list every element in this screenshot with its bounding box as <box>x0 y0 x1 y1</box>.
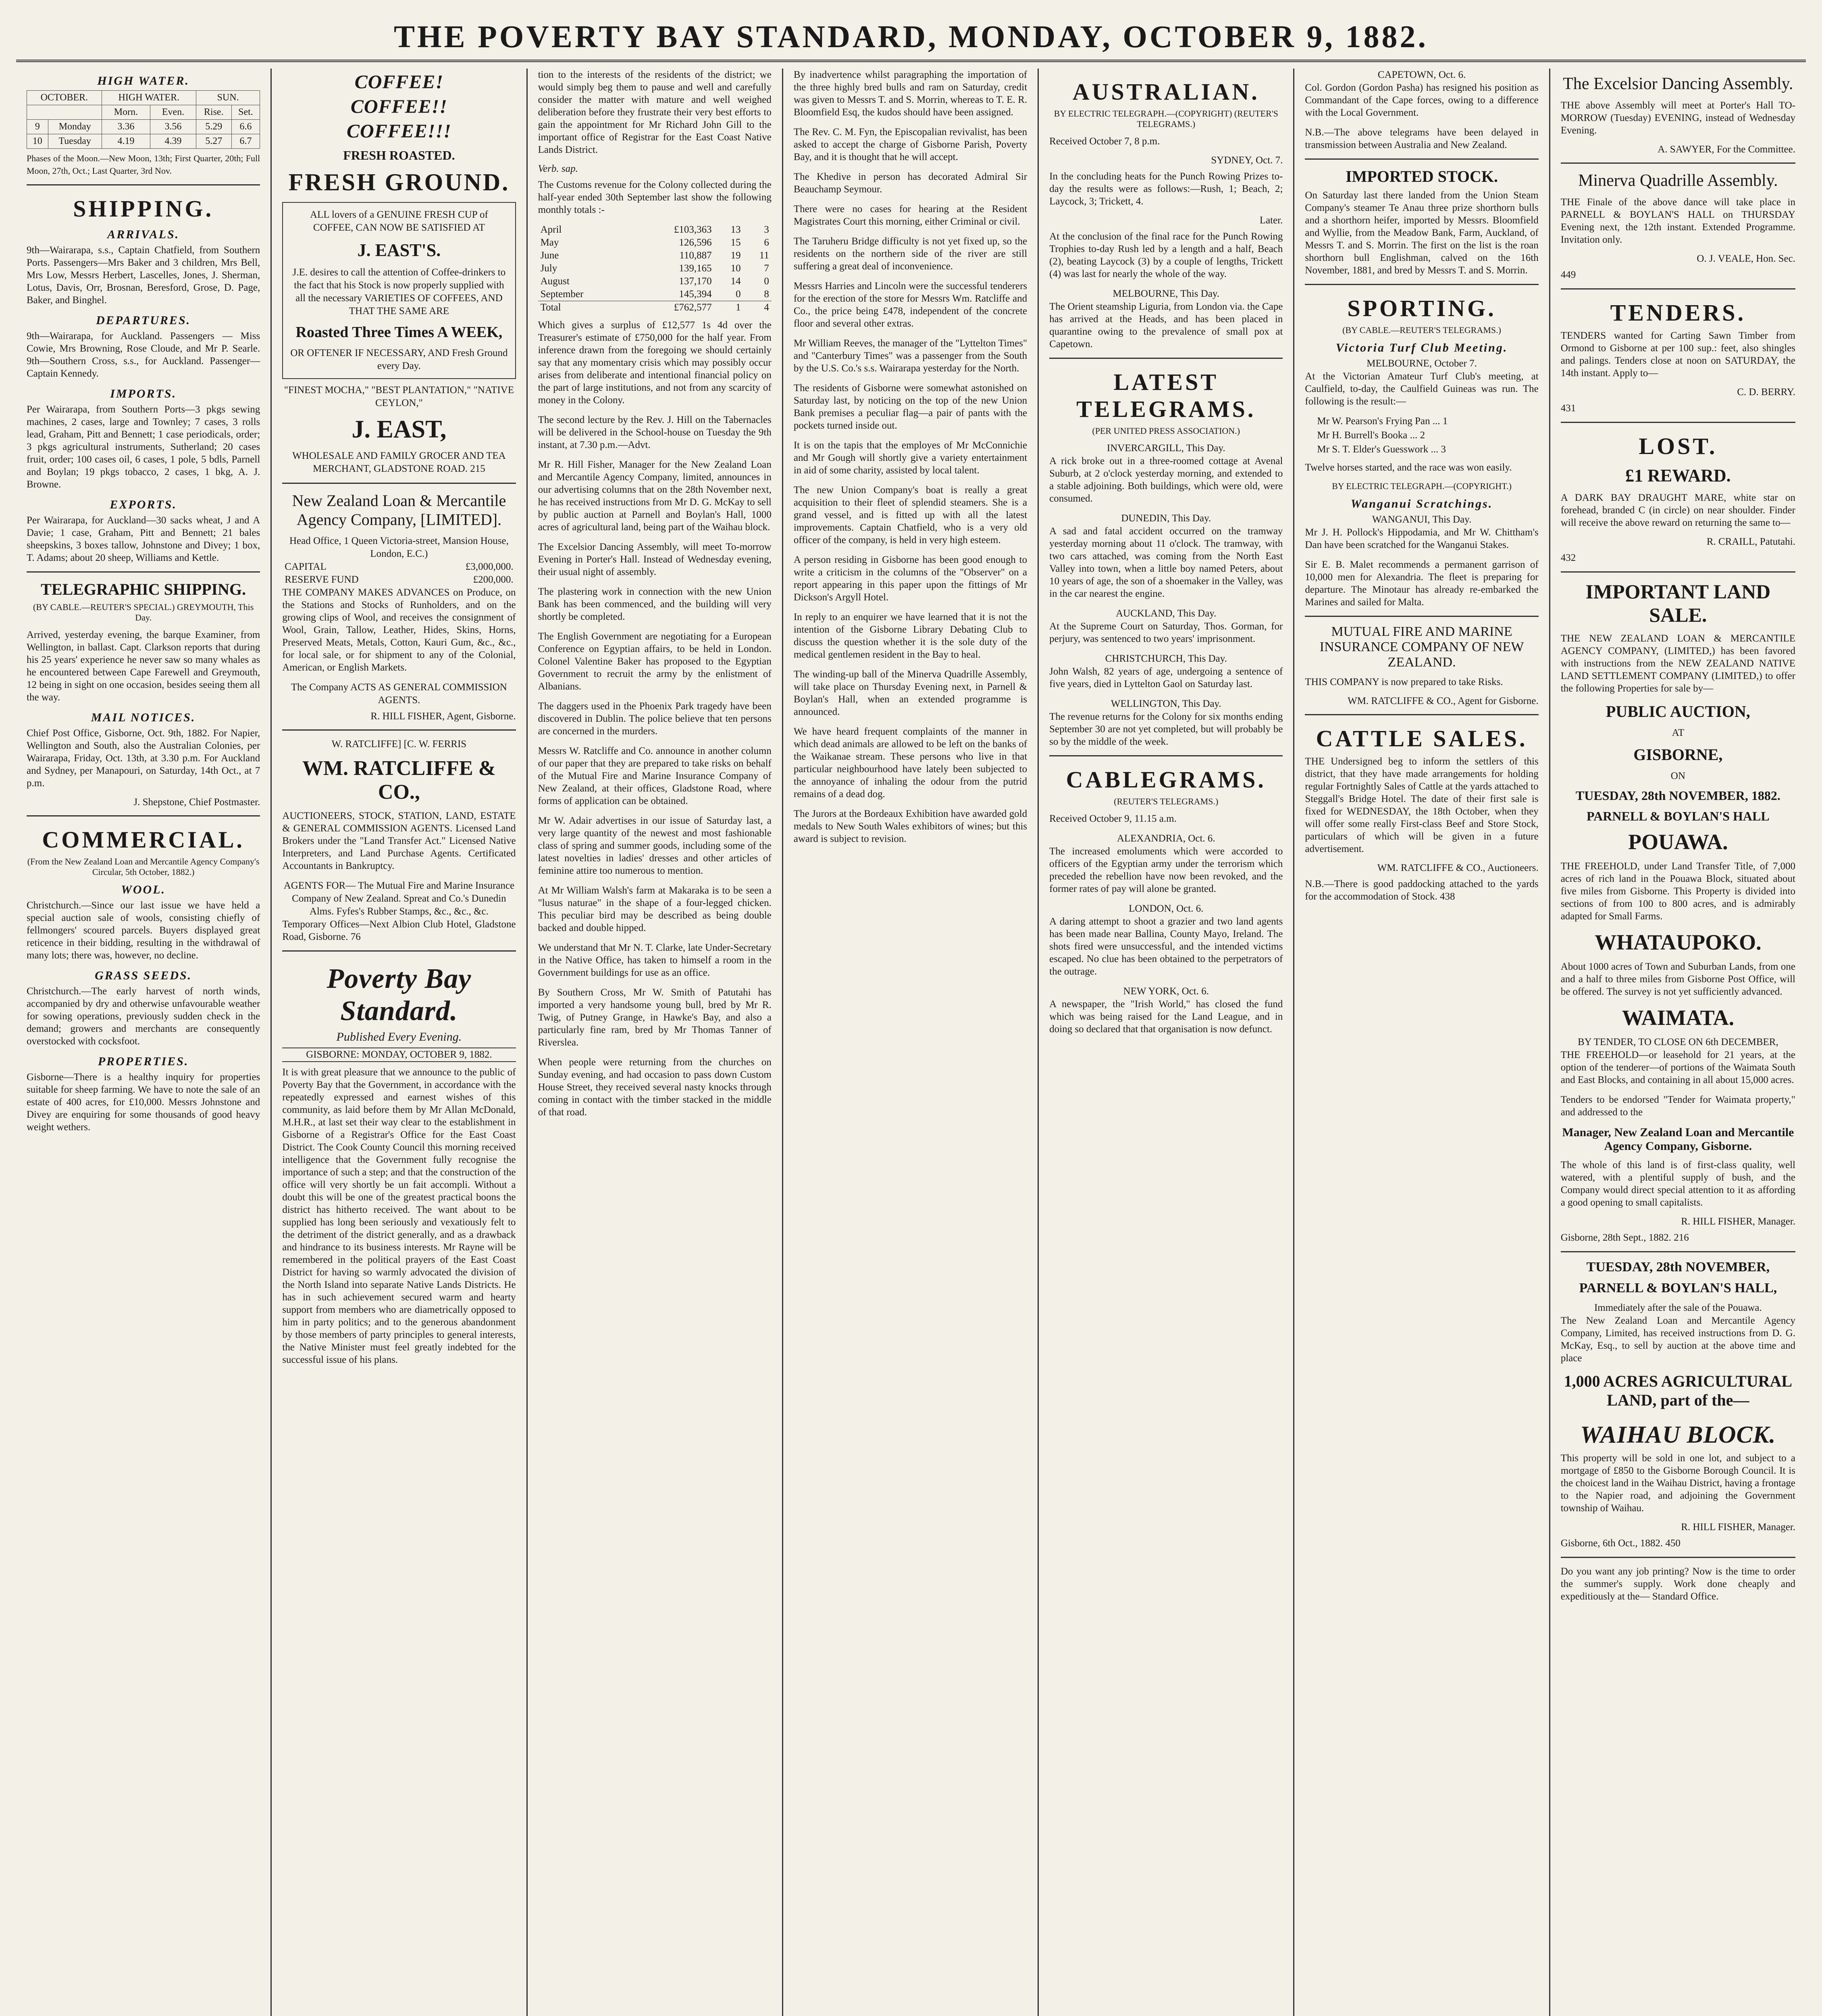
vrc-heading: Victoria Turf Club Meeting. <box>1335 341 1508 354</box>
tide-cell: 4.19 <box>102 134 150 149</box>
published-line: Published Every Evening. <box>336 1030 462 1043</box>
news-item: The Taruheru Bridge difficulty is not yet fixed up, so the residents on the northern side of the river are still suffering a great deal of inconvenience. <box>793 236 1027 272</box>
imported-heading: IMPORTED STOCK. <box>1346 167 1498 185</box>
cablegrams-subheading: (REUTER'S TELEGRAMS.) <box>1114 796 1219 806</box>
tide-cell: 5.27 <box>196 134 231 149</box>
divider <box>1305 616 1538 617</box>
excelsior-signature: A. SAWYER, For the Committee. <box>1658 144 1795 155</box>
mutual-text: THIS COMPANY is now prepared to take Risks. <box>1305 677 1503 687</box>
dateline-sydney: SYDNEY, Oct. 7. <box>1211 155 1283 166</box>
whataupoko-heading: WHATAUPOKO. <box>1595 930 1762 954</box>
rev-pounds: 126,596 <box>679 237 712 248</box>
divider <box>282 950 516 952</box>
dateline-capetown: CAPETOWN, Oct. 6. <box>1377 69 1466 80</box>
column-7 <box>1550 69 1806 2016</box>
coffee-line: COFFEE!! <box>350 96 447 117</box>
tide-subheader: Morn. <box>102 105 150 120</box>
grass-text: Christchurch.—The early harvest of north winds, accompanied by dry and otherwise unfavourable weather for sowing operations, previously sudden check in the demand; growers and merchants are consequently overstocked with cocksfoot. <box>27 986 260 1047</box>
tuesday-after: Immediately after the sale of the Pouawa. <box>1594 1302 1762 1313</box>
minerva-text: THE Finale of the above dance will take place in PARNELL & BOYLAN'S HALL on THURSDAY Evening next, the 12th instant. Extended Programme. Invitation only. <box>1560 197 1795 245</box>
reward-heading: £1 REWARD. <box>1625 466 1731 485</box>
tenders-text: TENDERS wanted for Carting Sawn Timber from Ormond to Gisborne at per 100 sup.: feet, also shingles and palings. Tenders close at noon on SATURDAY, the 14th instant. Apply to— <box>1560 330 1795 379</box>
standard-title: Poverty Bay Standard. <box>327 963 472 1027</box>
news-item: The Rev. C. M. Fyn, the Episcopalian revivalist, has been asked to accept the charge of Gisborne Parish, Poverty Bay, and it is thought that he will accept. <box>793 127 1027 162</box>
east-address: WHOLESALE AND FAMILY GROCER AND TEA MERCHANT, GLADSTONE ROAD. 215 <box>292 450 506 474</box>
rev-month: May <box>540 237 559 248</box>
news-item: We have heard frequent complaints of the manner in which dead animals are allowed to be left on the banks of the Waikanae stream. These persons who live in that particular neighbourhood have lately been subjected to the annoyance of inhaling the odour from the putrid remains of a dead dog. <box>793 726 1027 800</box>
column-1 <box>16 69 272 2016</box>
waihau-text: This property will be sold in one lot, and subject to a mortgage of £850 to the Gisborne Borough Council. It is the choicest land in the Waihau District, having a frontage to the Napier road, and adjoining the Government township of Waihau. <box>1560 1453 1795 1514</box>
pouawa-text: THE FREEHOLD, under Land Transfer Title, of 7,000 acres of rich land in the Pouawa Block, situated about five miles from Gisborne. This Property is divided into sections of from 100 to 800 acres, and is admirably adapted for Small Farms. <box>1560 861 1795 922</box>
received-line: Received October 9, 11.15 a.m. <box>1049 813 1177 824</box>
wool-heading: WOOL. <box>121 883 166 896</box>
exports-heading: EXPORTS. <box>110 498 177 511</box>
tide-cell: Monday <box>48 120 102 134</box>
telegram-text: A sad and fatal accident occurred on the tramway yesterday morning about 11 o'clock. The tramway, with two cars attached, was coming from the North East Valley into town, when a little boy named Peters, about 10 years of age, the son of a shoemaker in the Valley, was in the car nearest the engine. <box>1049 526 1283 599</box>
revenue-intro: The Customs revenue for the Colony collected during the half-year ended 30th September last show the following monthly totals :- <box>538 179 772 215</box>
roasted-sub: OR OFTENER IF NECESSARY, AND Fresh Ground every Day. <box>290 348 508 371</box>
verb-sap: Verb. sap. <box>538 163 578 174</box>
telegram-text: A rick broke out in a three-roomed cottage at Avenal Suburb, at 2 o'clock yesterday morning, and extended to a stable adjoining. Both buildings, which were old, were consumed. <box>1049 456 1283 504</box>
rev-pence: 11 <box>759 250 769 261</box>
tuesday-hall: PARNELL & BOYLAN'S HALL, <box>1579 1281 1777 1295</box>
telegram-text: At the Supreme Court on Saturday, Thos. Gorman, for perjury, was sentenced to two years' imprisonment. <box>1049 621 1283 644</box>
cattle-text: THE Undersigned beg to inform the settlers of this district, that they have made arrangements for holding regular Fortnightly Sales of Cattle at the yards attached to Steggall's Bridge Hotel. The date of their first sale is fixed for WEDNESDAY, the 18th October, when they will offer some really First-class Beef and Store Stock, particulars of which will be given in a future advertisement. <box>1305 756 1539 854</box>
news-item: When people were returning from the churches on Sunday evening, and had occasion to pass down Custom House Street, they received several nasty knocks through coming in contact with the timber stacked in the middle of that road. <box>538 1057 772 1118</box>
minerva-title: Minerva Quadrille Assembly. <box>1578 171 1778 190</box>
acres-big: 1,000 ACRES AGRICULTURAL LAND, part of the— <box>1564 1372 1793 1409</box>
dateline-alexandria: ALEXANDRIA, Oct. 6. <box>1117 833 1215 844</box>
tide-cell: 5.29 <box>196 120 231 134</box>
rev-month: June <box>540 250 559 261</box>
rev-pounds: 110,887 <box>679 250 712 261</box>
tide-cell: 6.6 <box>231 120 260 134</box>
pouawa-heading: POUAWA. <box>1628 830 1728 854</box>
news-item: At Mr William Walsh's farm at Makaraka is to be seen a "lusus naturae" in the shape of a four-legged chicken. This peculiar bird may be described as being double backed and double hipped. <box>538 885 772 933</box>
column-2 <box>272 69 527 2016</box>
table-row <box>538 236 772 249</box>
fisher-date: Gisborne, 28th Sept., 1882. 216 <box>1560 1232 1689 1243</box>
news-item: Messrs W. Ratcliffe and Co. announce in another column of our paper that they are prepared to take risks on behalf of the Mutual Fire and Marine Insurance Company of New Zealand, at their offices, Gladstone Road, where forms of application can be obtained. <box>538 746 772 806</box>
tide-cell: 9 <box>27 120 48 134</box>
tide-cell: 6.7 <box>231 134 260 149</box>
rev-total-pounds: £762,577 <box>674 302 712 313</box>
telegram-text: A daring attempt to shoot a grazier and two land agents has been made near Ballina, County Mayo, Ireland. The shots fired were unsuccessful, and the intended victims escaped. No clue has been obtained to the perpetrators of the outrage. <box>1049 916 1283 977</box>
waimata-tender: Tenders to be endorsed "Tender for Waimata property," and addressed to the <box>1560 1094 1795 1118</box>
news-item: Which gives a surplus of £12,577 1s 4d over the Treasurer's estimate of £750,000 for the half year. From inference drawn from the foregoing we should certainly say that any momentary crisis which may possibly occur arises from deliberate and intentional financial policy on the part of large institutions, and not from any scarcity of money in the Colony. <box>538 320 772 406</box>
australian-subheading: BY ELECTRIC TELEGRAPH.—(COPYRIGHT) (REUTER'S TELEGRAMS.) <box>1054 108 1278 129</box>
dateline-london: LONDON, Oct. 6. <box>1129 903 1204 914</box>
table-row <box>538 262 772 275</box>
cattle-heading: CATTLE SALES. <box>1316 725 1528 752</box>
telegram-text: At the conclusion of the final race for the Punch Rowing Trophies to-day Rush led by a length and a half, Beach (2), beating Laycock (3) by a couple of lengths, Trickett (4) was last for nearly the whole of the way. <box>1049 231 1283 279</box>
revenue-table <box>538 223 772 314</box>
waimata-subheading: BY TENDER, TO CLOSE ON 6th DECEMBER, <box>1577 1037 1778 1048</box>
mail-text: Chief Post Office, Gisborne, Oct. 9th, 1882. For Napier, Wellington and South, also the Australian Colonies, per Wairarapa, Friday, Oct. 13th, at 3.30 p.m. For Auckland and Sydney, per Manapouri, on Saturday, 14th Oct., at 7 p.m. <box>27 728 260 789</box>
rev-shillings: 15 <box>730 237 741 248</box>
telegram-text: The revenue returns for the Colony for six months ending September 30 are not yet completed, but will probably be so by the middle of the week. <box>1049 711 1283 747</box>
waimata-heading: WAIMATA. <box>1622 1006 1735 1030</box>
rev-shillings: 13 <box>730 224 741 235</box>
news-item: It is on the tapis that the employes of Mr McConnichie and Mr Gough will shortly give a variety entertainment in aid of some charity, assisted by local talent. <box>793 440 1027 476</box>
table-row <box>282 560 516 573</box>
at-line: AT <box>1672 727 1685 738</box>
telegraphic-heading: TELEGRAPHIC SHIPPING. <box>41 580 246 598</box>
roasted-line: Roasted Three Times A WEEK, <box>295 324 503 341</box>
mail-signature: J. Shepstone, Chief Postmaster. <box>133 797 260 808</box>
sale-hall: PARNELL & BOYLAN'S HALL <box>1586 809 1770 823</box>
lost-signature: R. CRAILL, Patutahi. <box>1706 536 1795 547</box>
news-item: The second lecture by the Rev. J. Hill on the Tabernacles will be delivered in the School-house on Tuesday the 9th instant, at 7.30 p.m.—Advt. <box>538 414 772 450</box>
dateline: GISBORNE: MONDAY, OCTOBER 9, 1882. <box>282 1048 516 1062</box>
tide-header: HIGH WATER. <box>102 91 196 105</box>
rev-pence: 6 <box>764 237 769 248</box>
east-text: J.E. desires to call the attention of Coffee-drinkers to the fact that his Stock is now properly supplied with all the necessary VARIETIES OF COFFEES, AND THAT THE SAME ARE <box>292 267 506 317</box>
nzloan-text: THE COMPANY MAKES ADVANCES on Produce, on the Stations and Stocks of Runholders, and on the growing clips of Wool, and receives the consignment of Wool, Grain, Tallow, Leather, Hides, Skins, Horns, Preserved Meats, Metals, Cotton, Kauri Gum, &c., &c., for local sale, or for shipment to any of the Colonial, American, or English Markets. <box>282 587 516 673</box>
mutual-title: MUTUAL FIRE AND MARINE INSURANCE COMPANY OF NEW ZEALAND. <box>1319 624 1524 670</box>
on-line: ON <box>1670 771 1685 781</box>
properties-text: Gisborne—There is a healthy inquiry for properties suitable for sheep farming. We have to note the sale of an estate of 400 acres, for £10,000. Messrs Johnstone and Divey are enquiring for some thousands of good heavy weight wethers. <box>27 1072 260 1133</box>
ad-number: 449 <box>1560 269 1576 280</box>
dateline-melbourne: MELBOURNE, This Day. <box>1113 288 1220 299</box>
news-item: By inadvertence whilst paragraphing the importation of the three highly bred bulls and ram on Saturday, credit was given to Messrs T. and S. Morrin, whereas to T. E. R. Bloomfield Esq, the kudos should have been assigned. <box>793 69 1027 118</box>
tide-cell: 3.56 <box>150 120 196 134</box>
ad-number: 431 <box>1560 403 1576 414</box>
news-item: We understand that Mr N. T. Clarke, late Under-Secretary in the Native Office, has taken to himself a room in the Government buildings for use as an office. <box>538 942 772 978</box>
tide-subheader: Rise. <box>196 105 231 120</box>
dateline-later: Later. <box>1259 215 1283 226</box>
dateline-invercargill: INVERCARGILL, This Day. <box>1107 443 1225 454</box>
tuesday-heading: TUESDAY, 28th NOVEMBER, <box>1586 1260 1770 1275</box>
rev-total-shillings: 1 <box>736 302 741 313</box>
wanganui-heading: Wanganui Scratchings. <box>1350 497 1493 510</box>
news-item: The Jurors at the Bordeaux Exhibition have awarded gold medals to New South Wales exhibitors of wines; but this award is subject to revision. <box>793 808 1027 844</box>
terms-text: The whole of this land is of first-class quality, well watered, with a plentiful supply of bush, and the Company would direct special attention to it as affording a good opening to small capitalists. <box>1560 1160 1795 1208</box>
column-4 <box>783 69 1039 2016</box>
ratcliffe-offices: Temporary Offices—Next Albion Club Hotel, Gladstone Road, Gisborne. 76 <box>282 919 516 942</box>
ratcliffe-title: WM. RATCLIFFE & CO., <box>302 757 496 804</box>
vrc-result: Mr S. T. Elder's Guesswork ... 3 <box>1317 444 1446 455</box>
rev-shillings: 0 <box>736 289 741 300</box>
divider <box>1561 422 1795 423</box>
jobs-ad: Do you want any job printing? Now is the time to order the summer's supply. Work done cheaply and expeditiously at the— Standard Office. <box>1560 1566 1795 1602</box>
lost-text: A DARK BAY DRAUGHT MARE, white star on forehead, branded C (in circle) on near shoulder. Finder will receive the above reward on returning the same to— <box>1560 492 1795 528</box>
moon-phases: Phases of the Moon.—New Moon, 13th; First Quarter, 20th; Full Moon, 27th, Oct.; Last Quarter, 3rd Nov. <box>27 153 260 176</box>
reserve-value: £200,000. <box>473 574 514 585</box>
nzloan-agent: R. HILL FISHER, Agent, Gisborne. <box>370 711 516 722</box>
table-row <box>27 134 260 149</box>
nzloan-acts: The Company ACTS AS GENERAL COMMISSION AGENTS. <box>291 682 507 706</box>
exports-text: Per Wairarapa, for Auckland—30 sacks wheat, J and A Davie; 1 case, Graham, Pitt and Bennett; 21 bales sheepskins, 3 boxes tallow, Johnstone and Divey; 1 box, T. Adams; about 20 sheep, Williams and Kettle. <box>27 515 260 563</box>
nzloan-office: Head Office, 1 Queen Victoria-street, Mansion House, London, E.C.) <box>289 535 509 559</box>
fisher2-signature: R. HILL FISHER, Manager. <box>1681 1522 1795 1533</box>
rev-pence: 8 <box>764 289 769 300</box>
imports-text: Per Wairarapa, from Southern Ports—3 pkgs sewing machines, 2 cases, large and Townley; 7 cases, 3 rolls lead, Graham, Pitt and Bennett; 1 case periodicals, order; 3 pkgs agricultural instruments, Sutherland; 20 cases fruit, order; 100 cases oil, 6 cases, 1 pole, 5 bdls, Parnell and Boylan; 19 pkgs tobacco, 2 cases, 1 bkg, A. J. Browne. <box>27 404 260 490</box>
tide-cell <box>27 105 102 120</box>
departures-heading: DEPARTURES. <box>96 314 191 327</box>
table-row <box>27 120 260 134</box>
vrc-result: Mr W. Pearson's Frying Pan ... 1 <box>1317 416 1448 427</box>
tide-subheader: Even. <box>150 105 196 120</box>
page-columns <box>16 69 1806 2016</box>
news-item: The winding-up ball of the Minerva Quadrille Assembly, will take place on Thursday Evening next, in Parnell & Boylan's Hall, when an extended programme is announced. <box>793 669 1027 717</box>
telegram-text: The Orient steamship Liguria, from London via. the Cape has arrived at the Heads, and has been placed in quarantine owing to the prevalence of small pox at Capetown. <box>1049 301 1283 350</box>
news-item: The English Government are negotiating for a European Conference on Egyptian affairs, to be held in London. Colonel Valentine Baker has proposed to the Egyptian Government to recruit the army by the enlistment of Albanians. <box>538 631 772 692</box>
dateline-dunedin: DUNEDIN, This Day. <box>1121 513 1211 524</box>
coffee-line: COFFEE! <box>354 71 444 93</box>
ad-number: 432 <box>1560 552 1576 563</box>
east-ad <box>282 202 516 379</box>
received-line: Received October 7, 8 p.m. <box>1049 136 1160 147</box>
divider <box>1305 284 1538 285</box>
rev-total-pence: 4 <box>764 302 769 313</box>
news-item: Mr William Reeves, the manager of the "Lyttelton Times" and "Canterbury Times" was a passenger from the South by the U.S. Co.'s s.s. Wairarapa yesterday for the North. <box>793 338 1027 374</box>
rev-month: July <box>540 263 557 274</box>
landsale-heading: IMPORTANT LAND SALE. <box>1585 580 1771 626</box>
rev-shillings: 19 <box>730 250 741 261</box>
properties-heading: PROPERTIES. <box>98 1055 189 1068</box>
landsale-text: THE NEW ZEALAND LOAN & MERCANTILE AGENCY COMPANY, (LIMITED,) has been favored with instructions from the NEW ZEALAND NATIVE LAND SETTLEMENT COMPANY (LIMITED,) to offer the following Properties for sale by— <box>1560 633 1795 694</box>
rev-pence: 3 <box>764 224 769 235</box>
latest-heading: LATEST TELEGRAMS. <box>1076 369 1256 422</box>
table-row <box>538 288 772 301</box>
telegraphic-subheading: (BY CABLE.—REUTER'S SPECIAL.) GREYMOUTH, This Day. <box>33 602 254 623</box>
dateline-wanganui: WANGANUI, This Day. <box>1372 514 1472 525</box>
dateline-christchurch: CHRISTCHURCH, This Day. <box>1105 653 1227 664</box>
shipping-heading: SHIPPING. <box>73 196 214 222</box>
nzloan-title: New Zealand Loan & Mercantile Agency Company, [LIMITED]. <box>292 492 506 529</box>
capital-value: £3,000,000. <box>465 561 514 572</box>
whataupoko-text: About 1000 acres of Town and Suburban Lands, from one and a half to three miles from Gisborne Post Office, will be offered. The survey is not yet sufficiently advanced. <box>1560 961 1795 997</box>
news-item: In reply to an enquirer we have learned that it is not the intention of the Gisborne Library Debating Club to discuss the question whether it is the sole duty of the medical gentlemen resident in the Bay to heal. <box>793 612 1027 660</box>
rev-pounds: 137,170 <box>679 276 712 287</box>
coffee-line: COFFEE!!! <box>347 121 451 142</box>
divider <box>282 483 516 484</box>
auction-heading: PUBLIC AUCTION, <box>1606 702 1750 721</box>
rev-pounds: 139,165 <box>679 263 712 274</box>
east-lead: ALL lovers of a GENUINE FRESH CUP of COFFEE, CAN NOW BE SATISFIED AT <box>310 209 488 233</box>
column-6 <box>1294 69 1550 2016</box>
rev-month: April <box>540 224 562 235</box>
reserve-label: RESERVE FUND <box>285 574 359 585</box>
sale-date: TUESDAY, 28th NOVEMBER, 1882. <box>1575 788 1780 803</box>
telegram-text: John Walsh, 82 years of age, undergoing a sentence of five years, died in Lyttelton Gaol on Saturday last. <box>1049 666 1283 689</box>
divider <box>1305 158 1538 160</box>
news-item: A person residing in Gisborne has been good enough to write a criticism in the columns of the "Observer" on a report appearing in this paper upon the fittings of Mr Dickson's Argyll Hotel. <box>793 554 1027 603</box>
fisher-signature: R. HILL FISHER, Manager. <box>1681 1216 1795 1227</box>
news-item: There were no cases for hearing at the Resident Magistrates Court this morning, either Criminal or civil. <box>793 204 1027 227</box>
divider <box>27 184 260 185</box>
tide-cell: 3.36 <box>102 120 150 134</box>
vrc-text: At the Victorian Amateur Turf Club's meeting, at Caulfield, to-day, the Caulfield Guineas was run. The following is the result:— <box>1305 371 1539 407</box>
news-item: Mr R. Hill Fisher, Manager for the New Zealand Loan and Mercantile Agency Company, limited, announces in our advertising columns that on the 28th November next, he has received instructions from Mr D. G. McKay to sell by public auction at Parnell and Boylan's Hall, 1000 acres of agricultural land, being part of the Waihau block. <box>538 459 772 533</box>
acres-text: The New Zealand Loan and Mercantile Agency Company, Limited, has received instructions from D. G. McKay, Esq., to sell by auction at the above time and place <box>1560 1315 1795 1364</box>
news-item: The new Union Company's boat is really a great acquisition to their fleet of splendid steamers. She is a grand vessel, and is fitted up with all the latest improvements. Captain Chatfield, who is a very old officer of the company, is held in very high esteem. <box>793 485 1027 546</box>
divider <box>1561 571 1795 573</box>
vrc-after: Twelve horses started, and the race was won easily. <box>1305 462 1512 473</box>
table-row <box>538 301 772 314</box>
tide-header: SUN. <box>196 91 260 105</box>
divider <box>1305 714 1538 715</box>
fresh-ground: FRESH GROUND. <box>288 169 510 196</box>
tide-cell: 10 <box>27 134 48 149</box>
telegraphic-text: Arrived, yesterday evening, the barque Examiner, from Wellington, in ballast. Capt. Clarkson reports that during his 25 years' experience he never saw so many whales as he encountered between Cape Farewell and Greymouth, 12 being in sight on one occasion, besides seeing them all the way. <box>27 629 260 703</box>
column-5 <box>1039 69 1294 2016</box>
tide-cell: Tuesday <box>48 134 102 149</box>
tide-table <box>27 90 260 149</box>
ratcliffe-header: W. RATCLIFFE] [C. W. FERRIS <box>331 739 467 750</box>
table-row <box>538 275 772 288</box>
rev-pounds: £103,363 <box>674 224 712 235</box>
editorial-text: It is with great pleasure that we announce to the public of Poverty Bay that the Government, in accordance with the repeatedly expressed and earnest wishes of this community, as laid before them by Mr Allan McDonald, M.H.R., at last set their way clear to the establishment in Gisborne of a Registrar's Office for the East Coast District. The Cook County Council this morning received intelligence that the Government fully recognise the importance of such a step; and that the construction of the office will very shortly be un fait accompli. Without a doubt this will be one of the greatest practical boons the district has hitherto received. The want about to be supplied has long been seriously and vexatiously felt to the detriment of the district generally, and as a drawback and hindrance to its business interests. Mr Rayne will be remembered in the political prayers of the East Coast District for having so warmly advocated the division of the North Island into separate Native Lands Districts. He has in such achievement secured warm and hearty support from members who are diametrically opposed to him in party politics; and to the generous abandonment by those members of party principles to general interests, the Native Minister must feel greatly indebted for the successful issue of his plans. <box>282 1067 516 1365</box>
rev-total-label: Total <box>540 302 561 313</box>
divider <box>1561 1557 1795 1558</box>
rev-shillings: 10 <box>730 263 741 274</box>
news-item: The residents of Gisborne were somewhat astonished on Saturday last, by noticing on the top of the new Union Bank premises a peculiar flag—a pair of pants with the pockets turned inside out. <box>793 383 1027 431</box>
telegram-text: A newspaper, the "Irish World," has closed the fund which was being raised for the Land League, and in doing so declared that that organisation is now defunct. <box>1049 999 1283 1035</box>
latest-subheading: (PER UNITED PRESS ASSOCIATION.) <box>1092 426 1240 436</box>
news-item: The daggers used in the Phoenix Park tragedy have been discovered in Dublin. The police believe that ten persons are concerned in the murders. <box>538 701 772 737</box>
telegram-note: N.B.—The above telegrams have been delayed in transmission between Australia and New Zealand. <box>1305 127 1539 150</box>
dateline-auckland: AUCKLAND, This Day. <box>1116 608 1217 619</box>
telegram-text: In the concluding heats for the Punch Rowing Prizes to-day the results were as follows:—Rush, 1; Beach, 2; Laycock, 3; Trickett, 4. <box>1049 171 1283 207</box>
divider <box>27 815 260 816</box>
newspaper-title: THE POVERTY BAY STANDARD, MONDAY, OCTOBER 9, 1882. <box>393 19 1429 54</box>
masthead <box>16 11 1806 62</box>
tide-subheader: Set. <box>231 105 260 120</box>
commercial-heading: COMMERCIAL. <box>42 827 245 853</box>
capital-label: CAPITAL <box>285 561 327 572</box>
divider <box>1561 288 1795 289</box>
vrc-result: Mr H. Burrell's Booka ... 2 <box>1317 430 1425 441</box>
arrivals-text: 9th—Wairarapa, s.s., Captain Chatfield, from Southern Ports. Passengers—Mrs Baker and 3 children, Mrs Bell, Mrs Low, Messrs Herbert, Lascelles, Jones, J. Sherman, Lotus, Davis, Orr, Brosnan, Beresford, Grose, D. Page, Baker, and Binghel. <box>27 245 260 306</box>
imports-heading: IMPORTS. <box>110 387 177 400</box>
rev-month: September <box>540 289 584 300</box>
table-row <box>538 249 772 262</box>
divider <box>27 571 260 573</box>
telegram-text: The increased emoluments which were accorded to officers of the Egyptian army under the terrorism which preceded the rebellion have now been revoked, and the former rates of pay will alone be granted. <box>1049 846 1283 894</box>
tide-cell: 4.39 <box>150 134 196 149</box>
telegram-text: Col. Gordon (Gordon Pasha) has resigned his position as Commandant of the Cape forces, owing to a difference with the Local Government. <box>1305 82 1539 118</box>
news-item: Messrs Harries and Lincoln were the successful tenderers for the erection of the store for Messrs Wm. Ratcliffe and Co., the price being £478, independent of the concrete floor and several other extras. <box>793 281 1027 329</box>
table-row <box>538 223 772 236</box>
fresh-roasted: FRESH ROASTED. <box>343 148 455 162</box>
news-item: Sir E. B. Malet recommends a permanent garrison of 10,000 men for Alexandria. The fleet is preparing for departure. The Minotaur has already re-embarked the Marines and sailed for Malta. <box>1305 559 1539 608</box>
east-big-name: J. EAST, <box>352 416 447 443</box>
rev-pence: 0 <box>764 276 769 287</box>
divider <box>1561 162 1795 164</box>
waimata-text: THE FREEHOLD—or leasehold for 21 years, at the option of the tenderer—of portions of the Waimata South and East Blocks, and containing in all about 15,000 acres. <box>1560 1050 1795 1085</box>
wanganui-text: Mr J. H. Pollock's Hippodamia, and Mr W. Chittham's Dan have been scratched for the Wanganui Stakes. <box>1305 527 1539 550</box>
sporting-subheading: (BY CABLE.—REUTER'S TELEGRAMS.) <box>1342 325 1501 335</box>
commercial-subheading: (From the New Zealand Loan and Mercantile Agency Company's Circular, 5th October, 1882.) <box>27 856 260 877</box>
cablegrams-heading: CABLEGRAMS. <box>1066 766 1266 793</box>
australian-heading: AUSTRALIAN. <box>1072 79 1260 105</box>
wanganui-subheading: BY ELECTRIC TELEGRAPH.—(COPYRIGHT.) <box>1332 481 1512 491</box>
column-3 <box>528 69 783 2016</box>
tenders-heading: TENDERS. <box>1610 300 1746 326</box>
tide-title: HIGH WATER. <box>97 74 189 87</box>
wool-text: Christchurch.—Since our last issue we have held a special auction sale of wools, consisting chiefly of fellmongers' scoured parcels. Buyers displayed great reticence in their bidding, resulting in the withdrawal of many lots; there was, however, no decline. <box>27 900 260 961</box>
news-item: By Southern Cross, Mr W. Smith of Patutahi has imported a very handsome young bull, bred by Mr R. Twig, of Putney Grange, in Hawke's Bay, and also a particularly fine ram, bred by Mr Thomas Tanner of Riverslea. <box>538 987 772 1048</box>
cattle-note: N.B.—There is good paddocking attached to the yards for the accommodation of Stock. 438 <box>1305 879 1539 902</box>
table-row <box>282 573 516 586</box>
rev-pence: 7 <box>764 263 769 274</box>
gisborne-heading: GISBORNE, <box>1633 746 1723 764</box>
divider <box>1561 1251 1795 1252</box>
mail-heading: MAIL NOTICES. <box>91 711 196 724</box>
departures-text: 9th—Wairarapa, for Auckland. Passengers — Miss Cowie, Mrs Browning, Rose Cloude, and Mr P. Searle. 9th—Southern Cross, s.s., for Auckland. Passenger—Captain Kennedy. <box>27 331 260 379</box>
news-item: The plastering work in connection with the new Union Bank has been commenced, and the building will very shortly be completed. <box>538 586 772 622</box>
dateline-vrc: MELBOURNE, October 7. <box>1366 358 1477 369</box>
coffee-blends: "FINEST MOCHA," "BEST PLANTATION," "NATIVE CEYLON," <box>284 385 514 408</box>
ratcliffe-text: AUCTIONEERS, STOCK, STATION, LAND, ESTATE & GENERAL COMMISSION AGENTS. Licensed Land Brokers under the "Land Transfer Act." Licensed Native Interpreters, and Land Purchase Agents. Certificated Accountants in Bankruptcy. <box>282 810 516 871</box>
divider <box>282 729 516 731</box>
cattle-signature: WM. RATCLIFFE & CO., Auctioneers. <box>1377 862 1539 873</box>
excelsior-title: The Excelsior Dancing Assembly. <box>1563 75 1793 93</box>
mutual-signature: WM. RATCLIFFE & CO., Agent for Gisborne. <box>1348 696 1539 706</box>
news-item: Mr W. Adair advertises in our issue of Saturday last, a very large quantity of the newest and most fashionable class of spring and summer goods, including some of the latest novelties in ladies' dresses and other articles of feminine attire too numerous to mention. <box>538 815 772 876</box>
capital-table <box>282 560 516 586</box>
minerva-signature: O. J. VEALE, Hon. Sec. <box>1697 253 1795 264</box>
tide-header: OCTOBER. <box>27 91 102 105</box>
dateline-wellington: WELLINGTON, This Day. <box>1111 698 1221 709</box>
east-name: J. EAST'S. <box>357 240 441 260</box>
rev-shillings: 14 <box>730 276 741 287</box>
news-item: The Excelsior Dancing Assembly, will meet To-morrow Evening in Porter's Hall. Instead of Wednesday evening, their usual night of assembly. <box>538 541 772 577</box>
news-item: The Khedive in person has decorated Admiral Sir Beauchamp Seymour. <box>793 171 1027 195</box>
news-item: tion to the interests of the residents of the district; we would simply beg them to pause and well and carefully consider the matter with mature and well weighed deliberation before they frustrate their very best efforts to gain the appointment for Mr Richard John Gill to the important office of Registrar for the East Coast Native Lands District. <box>538 69 772 155</box>
rev-pounds: 145,394 <box>679 289 712 300</box>
arrivals-heading: ARRIVALS. <box>107 228 180 241</box>
grass-heading: GRASS SEEDS. <box>95 969 192 982</box>
divider <box>1049 358 1283 359</box>
sporting-heading: SPORTING. <box>1347 295 1496 321</box>
fisher2-date: Gisborne, 6th Oct., 1882. 450 <box>1560 1538 1681 1549</box>
excelsior-text: THE above Assembly will meet at Porter's Hall TO-MORROW (Tuesday) EVENING, instead of Wednesday Evening. <box>1560 100 1795 136</box>
dateline-newyork: NEW YORK, Oct. 6. <box>1123 986 1209 997</box>
imported-text: On Saturday last there landed from the Union Steam Company's steamer Te Anau three prize shorthorn bulls and a shorthorn heifer, imported by Messrs. Bloomfield and Wyllie, from the Meadow Bank, Farm, Auckland, of Messrs T. and S. Morrin. The first on the list is the roan shorthorn bull Englishman, calved on the 16th November, 1881, and bred by Messrs T. and S. Morrin. <box>1305 190 1539 276</box>
waihau-heading: WAIHAU BLOCK. <box>1580 1421 1776 1448</box>
ratcliffe-agents: AGENTS FOR— The Mutual Fire and Marine Insurance Company of New Zealand. Spreat and Co.'s Dunedin Alms. Fyfes's Rubber Stamps, &c., &c., &c. <box>283 880 515 917</box>
lost-heading: LOST. <box>1639 433 1718 459</box>
rev-month: August <box>540 276 570 287</box>
tenders-signature: C. D. BERRY. <box>1737 387 1795 398</box>
manager-line: Manager, New Zealand Loan and Mercantile Agency Company, Gisborne. <box>1562 1126 1794 1153</box>
divider <box>1049 755 1283 756</box>
